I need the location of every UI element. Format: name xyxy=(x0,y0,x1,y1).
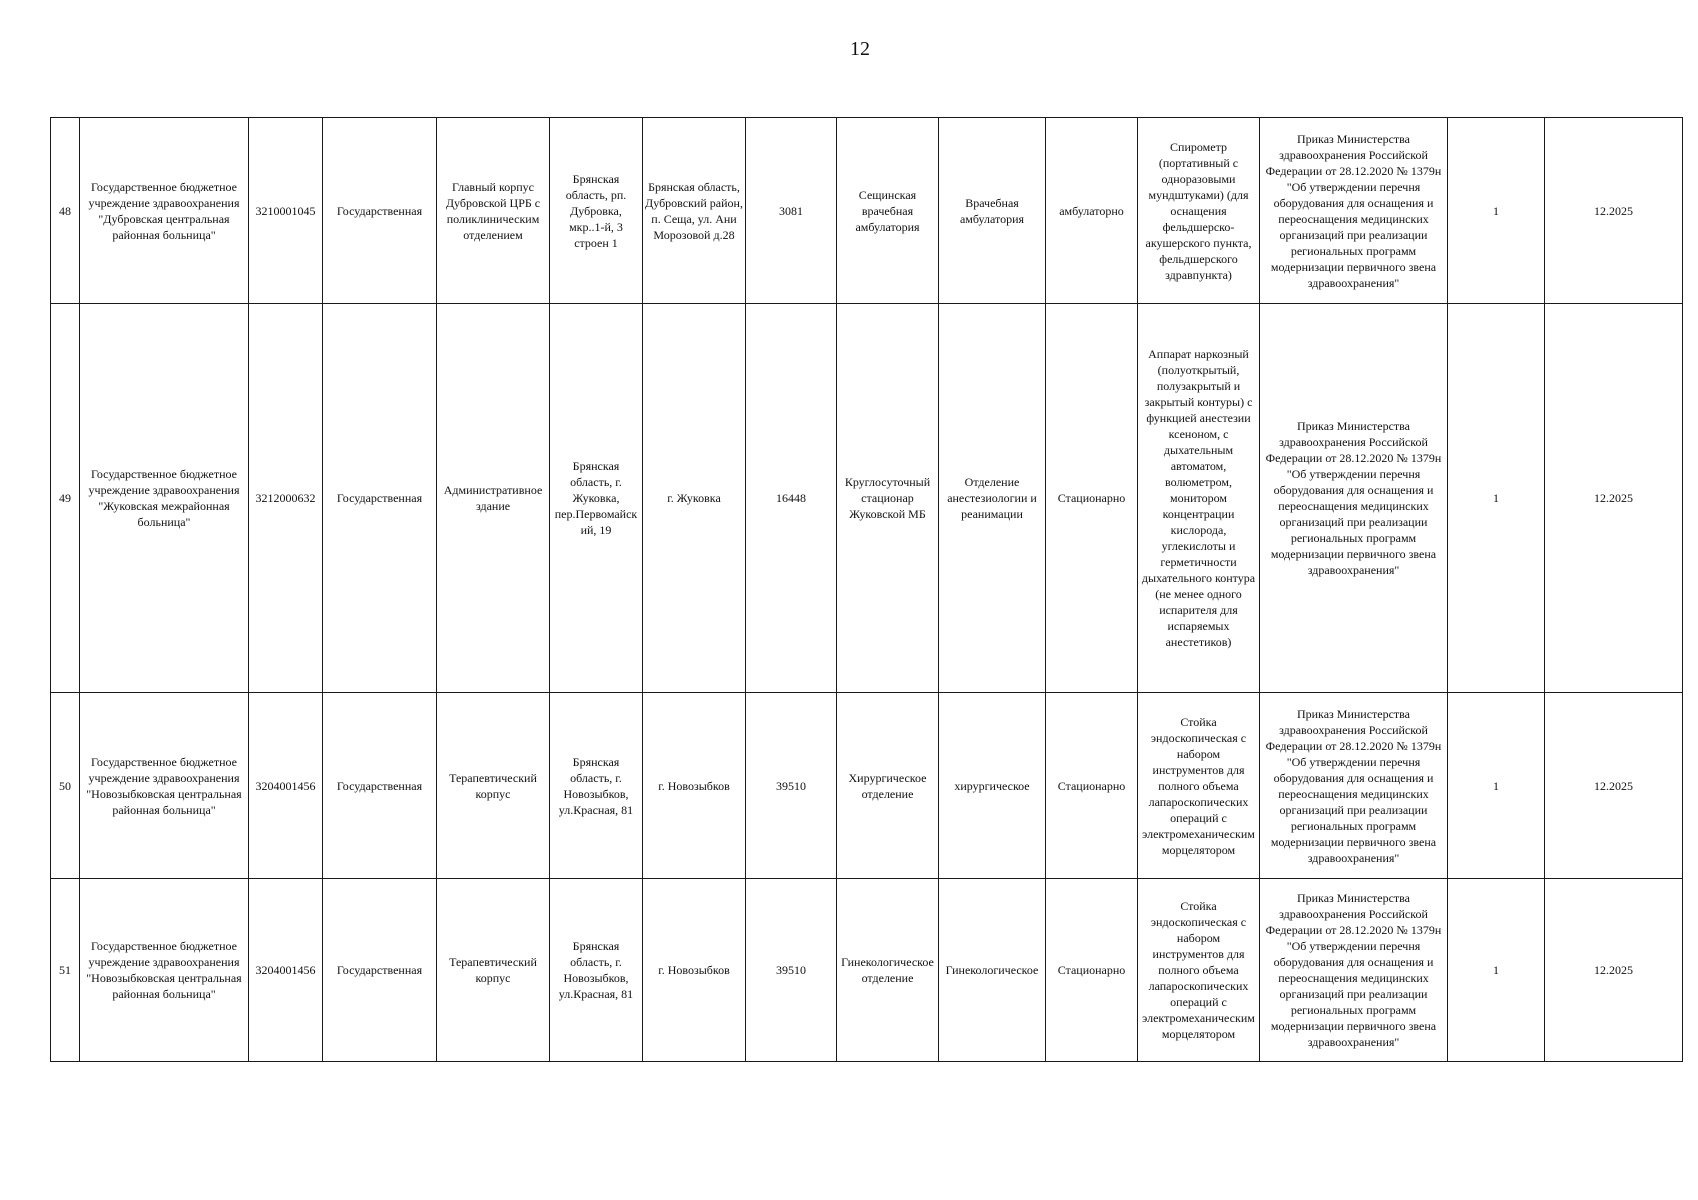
locality-code: 3081 xyxy=(746,118,837,304)
locality-code: 39510 xyxy=(746,693,837,879)
organization-code: 3204001456 xyxy=(249,879,323,1062)
organization-name: Государственное бюджетное учреждение здравоохранения "Новозыбковская центральная районная больница" xyxy=(80,879,249,1062)
delivery-date: 12.2025 xyxy=(1545,693,1683,879)
ownership-form: Государственная xyxy=(323,118,437,304)
delivery-date: 12.2025 xyxy=(1545,304,1683,693)
organization-code: 3210001045 xyxy=(249,118,323,304)
building-address: Брянская область, г. Жуковка, пер.Первомайский, 19 xyxy=(550,304,643,693)
building-address: Брянская область, г. Новозыбков, ул.Красная, 81 xyxy=(550,693,643,879)
locality: г. Новозыбков xyxy=(643,693,746,879)
structural-unit: Хирургическое отделение xyxy=(837,693,939,879)
organization-name: Государственное бюджетное учреждение здравоохранения "Новозыбковская центральная районная больница" xyxy=(80,693,249,879)
organization-name: Государственное бюджетное учреждение здравоохранения "Жуковская межрайонная больница" xyxy=(80,304,249,693)
structural-unit: Гинекологическое отделение xyxy=(837,879,939,1062)
structural-unit: Сещинская врачебная амбулатория xyxy=(837,118,939,304)
legal-basis: Приказ Министерства здравоохранения Российской Федерации от 28.12.2020 № 1379н "Об утверждении перечня оборудования для оснащения и переоснащения медицинских организаций при реализации региональных программ модернизации первичного звена здравоохранения" xyxy=(1260,304,1448,693)
equipment-name: Стойка эндоскопическая с набором инструментов для полного объема лапароскопических операций с электромеханическим морцелятором xyxy=(1138,879,1260,1062)
locality: Брянская область, Дубровский район, п. Сеща, ул. Ани Морозовой д.28 xyxy=(643,118,746,304)
table-row xyxy=(51,118,1683,304)
locality-code: 39510 xyxy=(746,879,837,1062)
building-name: Административное здание xyxy=(437,304,550,693)
equipment-table xyxy=(50,117,1683,1062)
legal-basis: Приказ Министерства здравоохранения Российской Федерации от 28.12.2020 № 1379н "Об утверждении перечня оборудования для оснащения и переоснащения медицинских организаций при реализации региональных программ модернизации первичного звена здравоохранения" xyxy=(1260,118,1448,304)
quantity: 1 xyxy=(1448,879,1545,1062)
equipment-name: Стойка эндоскопическая с набором инструментов для полного объема лапароскопических операций с электромеханическим морцелятором xyxy=(1138,693,1260,879)
ownership-form: Государственная xyxy=(323,304,437,693)
unit-profile: Врачебная амбулатория xyxy=(939,118,1046,304)
building-name: Главный корпус Дубровской ЦРБ с поликлиническим отделением xyxy=(437,118,550,304)
building-address: Брянская область, г. Новозыбков, ул.Красная, 81 xyxy=(550,879,643,1062)
row-number: 49 xyxy=(51,304,80,693)
unit-profile: хирургическое xyxy=(939,693,1046,879)
quantity: 1 xyxy=(1448,118,1545,304)
structural-unit: Круглосуточный стационар Жуковской МБ xyxy=(837,304,939,693)
unit-profile: Гинекологическое xyxy=(939,879,1046,1062)
row-number: 51 xyxy=(51,879,80,1062)
delivery-date: 12.2025 xyxy=(1545,118,1683,304)
delivery-date: 12.2025 xyxy=(1545,879,1683,1062)
organization-code: 3204001456 xyxy=(249,693,323,879)
legal-basis: Приказ Министерства здравоохранения Российской Федерации от 28.12.2020 № 1379н "Об утверждении перечня оборудования для оснащения и переоснащения медицинских организаций при реализации региональных программ модернизации первичного звена здравоохранения" xyxy=(1260,879,1448,1062)
quantity: 1 xyxy=(1448,304,1545,693)
equipment-name: Спирометр (портативный с одноразовыми мундштуками) (для оснащения фельдшерско-акушерского пункта, фельдшерского здравпункта) xyxy=(1138,118,1260,304)
organization-name: Государственное бюджетное учреждение здравоохранения "Дубровская центральная районная больница" xyxy=(80,118,249,304)
page-number: 12 xyxy=(850,38,870,60)
locality: г. Новозыбков xyxy=(643,879,746,1062)
table-row xyxy=(51,304,1683,693)
table-row xyxy=(51,693,1683,879)
building-address: Брянская область, рп. Дубровка, мкр..1-й, 3 строен 1 xyxy=(550,118,643,304)
locality: г. Жуковка xyxy=(643,304,746,693)
building-name: Терапевтический корпус xyxy=(437,693,550,879)
row-number: 50 xyxy=(51,693,80,879)
care-form: амбулаторно xyxy=(1046,118,1138,304)
ownership-form: Государственная xyxy=(323,693,437,879)
ownership-form: Государственная xyxy=(323,879,437,1062)
table-row xyxy=(51,879,1683,1062)
unit-profile: Отделение анестезиологии и реанимации xyxy=(939,304,1046,693)
legal-basis: Приказ Министерства здравоохранения Российской Федерации от 28.12.2020 № 1379н "Об утверждении перечня оборудования для оснащения и переоснащения медицинских организаций при реализации региональных программ модернизации первичного звена здравоохранения" xyxy=(1260,693,1448,879)
equipment-name: Аппарат наркозный (полуоткрытый, полузакрытый и закрытый контуры) с функцией анестезии ксеноном, с дыхательным автоматом, волюметром, монитором концентрации кислорода, углекислоты и герметичности дыхательного контура (не менее одного испарителя для испаряемых анестетиков) xyxy=(1138,304,1260,693)
row-number: 48 xyxy=(51,118,80,304)
quantity: 1 xyxy=(1448,693,1545,879)
care-form: Стационарно xyxy=(1046,304,1138,693)
organization-code: 3212000632 xyxy=(249,304,323,693)
building-name: Терапевтический корпус xyxy=(437,879,550,1062)
locality-code: 16448 xyxy=(746,304,837,693)
care-form: Стационарно xyxy=(1046,693,1138,879)
care-form: Стационарно xyxy=(1046,879,1138,1062)
